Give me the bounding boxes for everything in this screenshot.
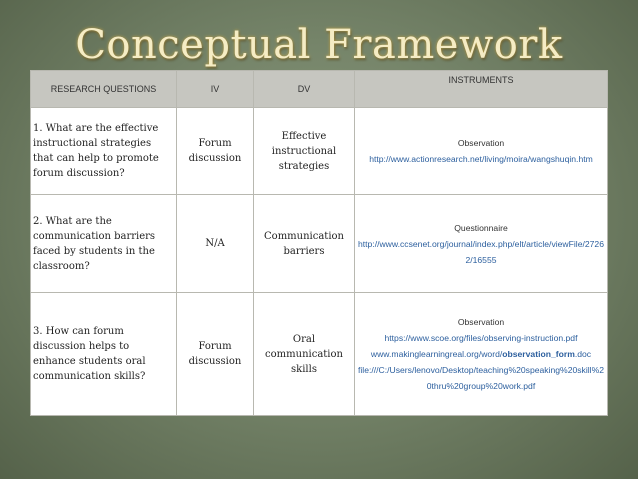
- iv-cell: Forum discussion: [177, 108, 254, 195]
- table-row: [31, 108, 608, 195]
- table-header-row: [31, 71, 608, 108]
- iv-cell: N/A: [177, 195, 254, 293]
- question-cell: 3. How can forum discussion helps to enhance students oral communication skills?: [31, 293, 177, 416]
- table-row: [31, 195, 608, 293]
- iv-cell: Forum discussion: [177, 293, 254, 416]
- slide-title: Conceptual Framework: [75, 22, 563, 68]
- instrument-type: Observation: [457, 138, 505, 148]
- instruments-cell: [355, 195, 608, 293]
- instrument-type: Questionnaire: [454, 222, 508, 233]
- instrument-type: Observation: [457, 317, 505, 327]
- instrument-link[interactable]: http://www.actionresearch.net/living/moira/wangshuqin.htm: [369, 154, 593, 164]
- instruments-cell: [355, 108, 608, 195]
- dv-cell: Oral communication skills: [254, 293, 355, 416]
- instrument-link[interactable]: http://www.ccsenet.org/journal/index.php/elt/article/viewFile/27262/16555: [357, 238, 604, 265]
- instruments-cell: [355, 293, 608, 416]
- instrument-link[interactable]: https://www.scoe.org/files/observing-instruction.pdf: [384, 333, 578, 343]
- instrument-link[interactable]: [357, 346, 605, 362]
- link-bold-part: observation_form: [502, 349, 575, 359]
- framework-table: [30, 70, 608, 416]
- question-cell: 1. What are the effective instructional strategies that can help to promote forum discussion?: [31, 108, 177, 195]
- dv-cell: Effective instructional strategies: [254, 108, 355, 195]
- link-suffix: .doc: [574, 349, 592, 359]
- instrument-link[interactable]: file:///C:/Users/lenovo/Desktop/teaching%20speaking%20skill%20thru%20group%20work.pdf: [357, 365, 604, 391]
- link-prefix: www.makinglearningreal.org/word/: [370, 349, 503, 359]
- question-cell: 2. What are the communication barriers faced by students in the classroom?: [31, 195, 177, 293]
- dv-cell: Communication barriers: [254, 195, 355, 293]
- header-instruments: INSTRUMENTS: [355, 71, 608, 108]
- header-dv: DV: [254, 71, 355, 108]
- table-row: [31, 293, 608, 416]
- header-iv: IV: [177, 71, 254, 108]
- header-research-questions: RESEARCH QUESTIONS: [31, 71, 177, 108]
